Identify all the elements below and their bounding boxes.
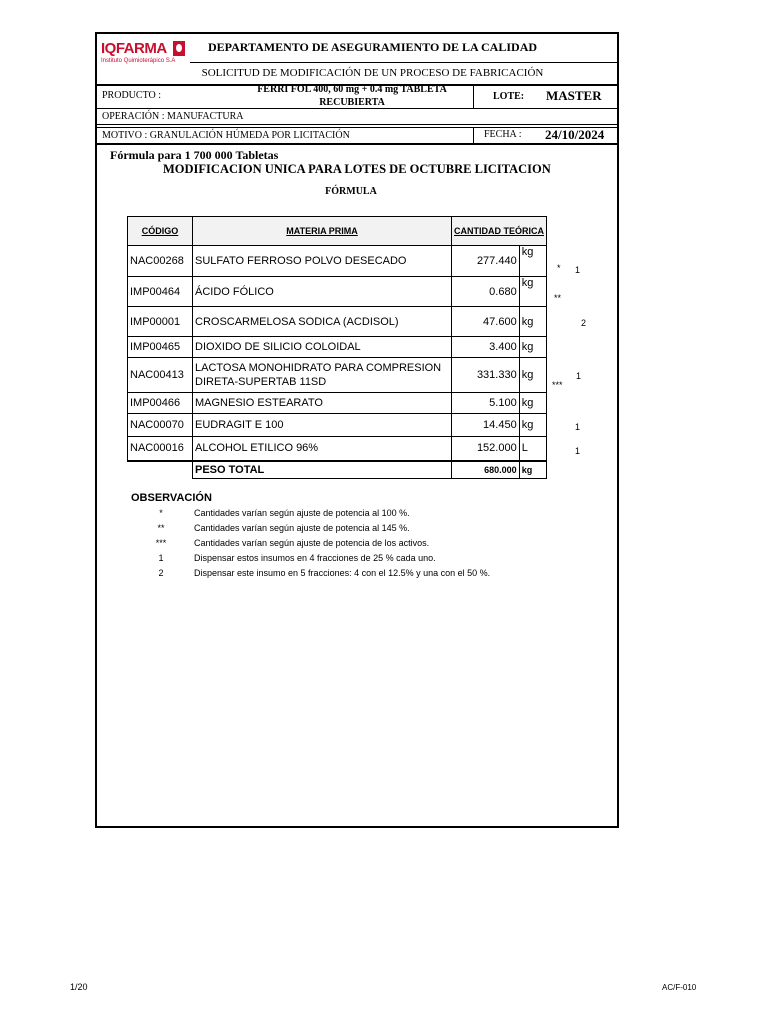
row-qty: 3.400	[452, 337, 520, 358]
formula-heading: FÓRMULA	[325, 186, 377, 197]
observation-text: Dispensar estos insumos en 4 fracciones de 25 % cada uno.	[194, 553, 436, 563]
header-materia-prima: MATERIA PRIMA	[193, 217, 452, 246]
row-qty: 0.680	[452, 277, 520, 307]
divider	[96, 127, 618, 128]
row-unit: kg	[519, 307, 546, 337]
observation-symbol: ***	[155, 538, 167, 548]
row-qty: 277.440	[452, 246, 520, 277]
row-qty: 14.450	[452, 414, 520, 437]
header-codigo: CÓDIGO	[128, 217, 193, 246]
formula-batch: Fórmula para 1 700 000 Tabletas	[110, 148, 279, 162]
department-title: DEPARTAMENTO DE ASEGURAMIENTO DE LA CALIDAD	[207, 40, 538, 54]
divider	[96, 143, 618, 145]
row-code: NAC00016	[128, 437, 193, 461]
table-header-row	[128, 217, 547, 246]
table-row	[128, 358, 547, 393]
observations-title: OBSERVACIÓN	[131, 492, 212, 504]
observation-text: Dispensar este insumo en 5 fracciones: 4 con el 12.5% y una con el 50 %.	[194, 568, 491, 578]
logo-subtitle: Instituto Quimioterápico S.A	[101, 58, 176, 64]
divider	[96, 108, 618, 109]
producto-label: PRODUCTO :	[102, 90, 161, 101]
row-material: EUDRAGIT E 100	[193, 414, 452, 437]
modification-title: MODIFICACION UNICA PARA LOTES DE OCTUBRE LICITACION	[163, 162, 551, 176]
row-unit: kg	[519, 393, 546, 414]
materials-table	[127, 216, 547, 479]
row-material-line2: DIRETA-SUPERTAB 11SD	[195, 376, 327, 388]
logo-name: IQFARMA	[101, 40, 167, 57]
operacion-field: OPERACIÓN : MANUFACTURA	[102, 111, 244, 122]
fecha-label: FECHA :	[484, 129, 522, 140]
observation-text: Cantidades varían según ajuste de potencia al 100 %.	[194, 508, 410, 518]
total-spacer	[128, 461, 193, 479]
row-unit: kg	[519, 414, 546, 437]
row-material: CROSCARMELOSA SODICA (ACDISOL)	[193, 307, 452, 337]
row-material: ÁCIDO FÓLICO	[193, 277, 452, 307]
row-note: 2	[581, 318, 587, 328]
row-material	[193, 358, 452, 393]
observation-symbol: 1	[158, 553, 164, 563]
row-material: DIOXIDO DE SILICIO COLOIDAL	[193, 337, 452, 358]
table-row	[128, 246, 547, 277]
divider	[96, 124, 618, 125]
table-row	[128, 437, 547, 461]
table-row	[128, 277, 547, 307]
row-unit: kg	[519, 277, 546, 307]
observation-symbol: **	[157, 523, 165, 533]
row-unit: kg	[519, 358, 546, 393]
row-unit: kg	[519, 337, 546, 358]
observation-text: Cantidades varían según ajuste de potencia de los activos.	[194, 538, 430, 548]
total-qty: 680.000	[452, 461, 520, 479]
form-code: AC/F-010	[662, 983, 697, 992]
motivo-field: MOTIVO : GRANULACIÓN HÚMEDA POR LICITACIÓN	[102, 130, 350, 141]
row-code: IMP00464	[128, 277, 193, 307]
producto-value-line1: FERRI FOL 400, 60 mg + 0.4 mg TABLETA	[257, 84, 447, 95]
row-mark: ***	[552, 380, 563, 390]
observation-symbol: *	[159, 508, 163, 518]
row-material: ALCOHOL ETILICO 96%	[193, 437, 452, 461]
row-code: IMP00001	[128, 307, 193, 337]
divider	[473, 127, 474, 144]
request-title: SOLICITUD DE MODIFICACIÓN DE UN PROCESO DE FABRICACIÓN	[201, 67, 544, 79]
table-row	[128, 337, 547, 358]
total-unit: kg	[519, 461, 546, 479]
company-logo	[101, 40, 186, 68]
page-number: 1/20	[70, 982, 88, 992]
lote-label: LOTE:	[493, 91, 525, 102]
observation-text: Cantidades varían según ajuste de potencia al 145 %.	[194, 523, 410, 533]
table-row	[128, 414, 547, 437]
row-unit: L	[519, 437, 546, 461]
row-code: NAC00413	[128, 358, 193, 393]
row-material: SULFATO FERROSO POLVO DESECADO	[193, 246, 452, 277]
row-material-line1: LACTOSA MONOHIDRATO PARA COMPRESION	[195, 362, 442, 374]
row-qty: 331.330	[452, 358, 520, 393]
row-note: 1	[575, 265, 581, 275]
row-material: MAGNESIO ESTEARATO	[193, 393, 452, 414]
row-note: 1	[575, 422, 581, 432]
divider	[190, 62, 617, 63]
table-row	[128, 393, 547, 414]
producto-value-line2: RECUBIERTA	[319, 97, 385, 108]
total-label: PESO TOTAL	[193, 461, 452, 479]
row-qty: 5.100	[452, 393, 520, 414]
row-code: IMP00466	[128, 393, 193, 414]
observation-symbol: 2	[158, 568, 164, 578]
row-mark: **	[554, 293, 562, 303]
row-code: NAC00070	[128, 414, 193, 437]
table-row	[128, 307, 547, 337]
logo-mark-icon	[173, 41, 185, 56]
row-mark: *	[557, 263, 561, 273]
row-qty: 152.000	[452, 437, 520, 461]
lote-value: MASTER	[546, 88, 602, 103]
header-cantidad: CANTIDAD TEÓRICA	[452, 217, 547, 246]
table-total-row	[128, 461, 547, 479]
row-unit: kg	[519, 246, 546, 277]
fecha-value: 24/10/2024	[545, 127, 605, 142]
row-code: IMP00465	[128, 337, 193, 358]
row-note: 1	[576, 371, 582, 381]
row-note: 1	[575, 446, 581, 456]
row-qty: 47.600	[452, 307, 520, 337]
row-code: NAC00268	[128, 246, 193, 277]
